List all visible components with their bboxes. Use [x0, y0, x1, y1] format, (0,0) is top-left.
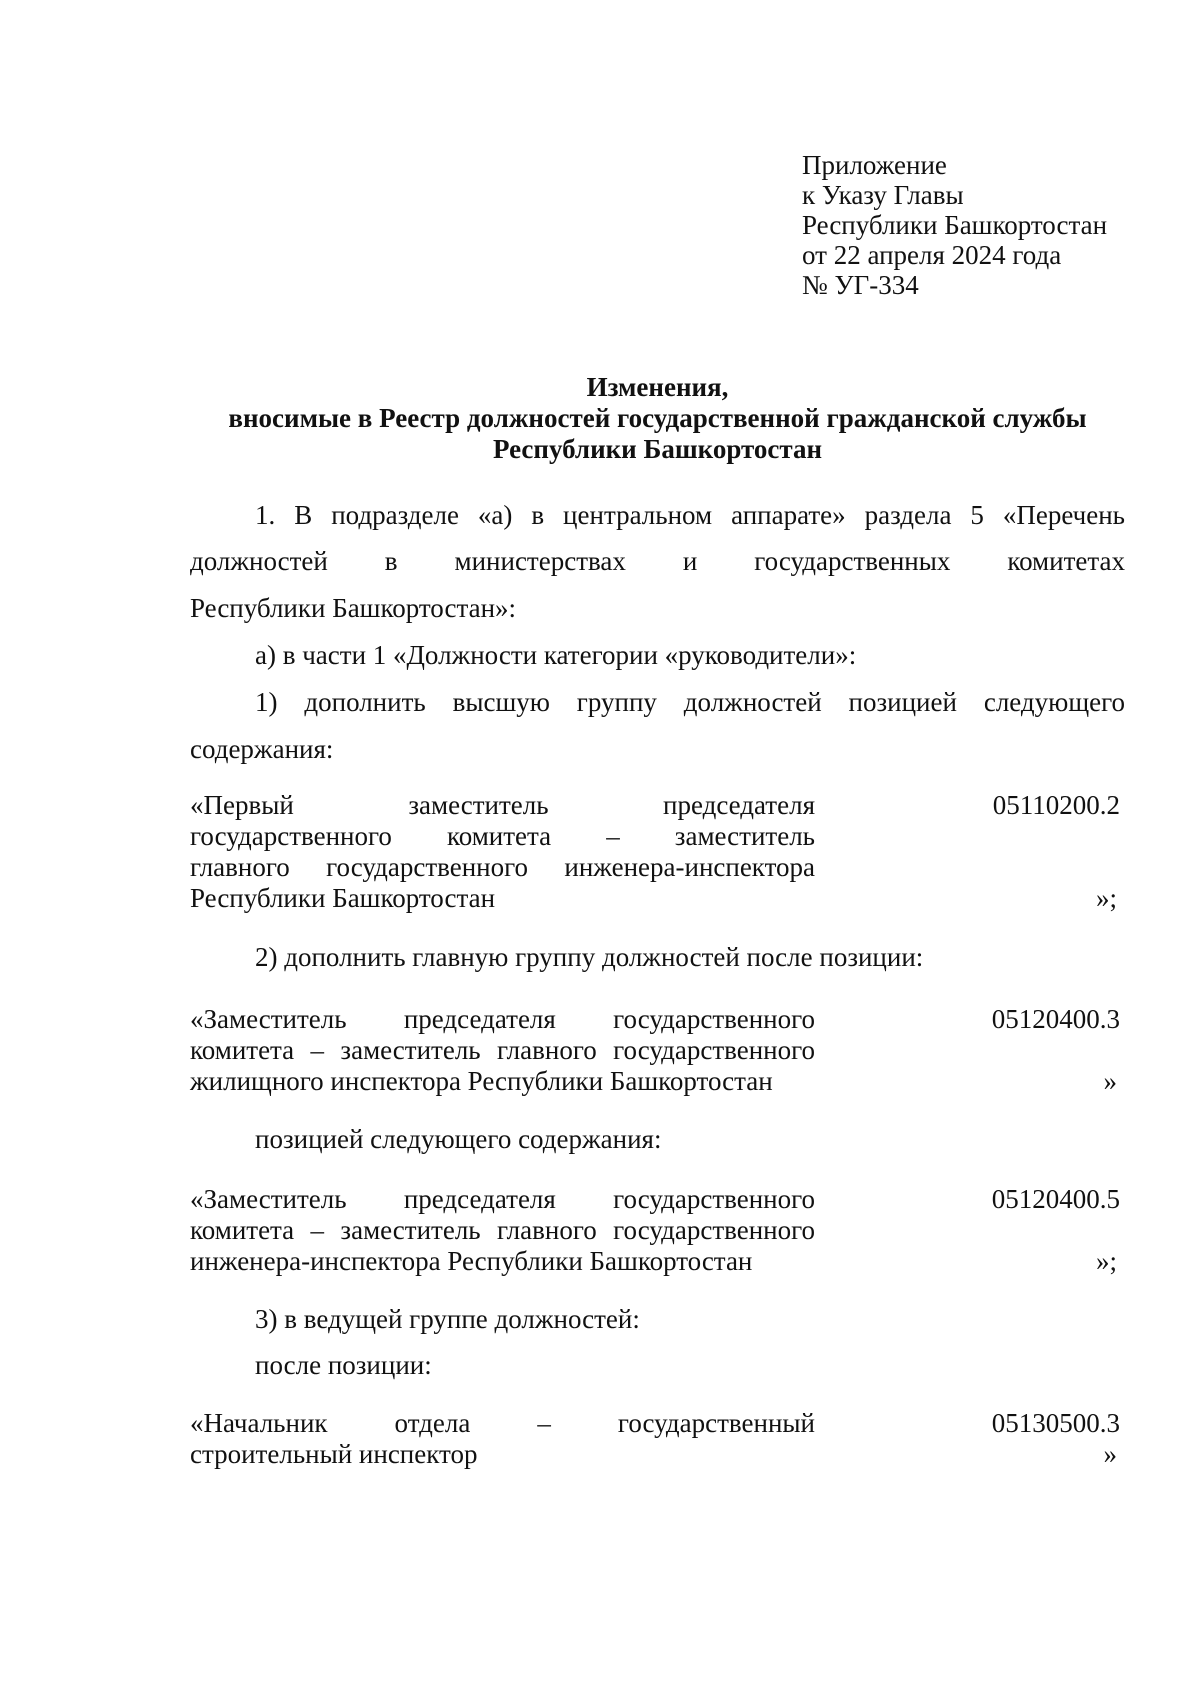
position-following-label: позицией следующего содержания:: [255, 1124, 662, 1154]
title-line: Изменения,: [586, 372, 729, 402]
item-1-line-1: 1) дополнить высшую группу должностей позицией следующего: [255, 687, 1125, 717]
registry-entry: [190, 790, 1125, 914]
entry-line: строительный инспектор: [190, 1439, 478, 1469]
entry-code: 05120400.3: [991, 1004, 1120, 1034]
annex-line: к Указу Главы: [802, 180, 964, 210]
annex-line: № УГ-334: [802, 270, 919, 300]
title-line: Республики Башкортостан: [492, 434, 823, 464]
item-2: 2) дополнить главную группу должностей после позиции:: [255, 942, 924, 972]
entry-closing-quote: »;: [1095, 1246, 1117, 1276]
registry-entry: [190, 1184, 1125, 1277]
entry-line: комитета – заместитель главного государственного: [190, 1035, 815, 1065]
entry-code: 05130500.3: [991, 1408, 1120, 1438]
entry-line: комитета – заместитель главного государственного: [190, 1215, 815, 1245]
entry-text: [190, 1408, 815, 1470]
entry-code: 05110200.2: [992, 790, 1120, 820]
after-position-label: после позиции:: [255, 1350, 432, 1380]
paragraph-1-line-1: 1. В подразделе «а) в центральном аппарате» раздела 5 «Перечень: [255, 500, 1125, 530]
paragraph-1-line-3: Республики Башкортостан»:: [190, 593, 517, 623]
entry-closing-quote: »: [1103, 1439, 1117, 1469]
entry-line: инженера-инспектора Республики Башкортостан: [190, 1246, 753, 1276]
entry-line: «Заместитель председателя государственного: [190, 1184, 815, 1214]
entry-line: государственного комитета – заместитель: [190, 821, 815, 851]
item-3: 3) в ведущей группе должностей:: [255, 1304, 640, 1334]
entry-code: 05120400.5: [991, 1184, 1120, 1214]
title-line: вносимые в Реестр должностей государственной гражданской службы: [228, 403, 1087, 433]
paragraph-1-line-2: должностей в министерствах и государственных комитетах: [190, 546, 1125, 576]
entry-line: Республики Башкортостан: [190, 883, 496, 913]
entry-closing-quote: »: [1103, 1066, 1117, 1096]
entry-line: главного государственного инженера-инспектора: [190, 852, 815, 882]
entry-text: [190, 1184, 815, 1277]
document-title: [190, 372, 1125, 465]
entry-closing-quote: »;: [1095, 883, 1117, 913]
entry-text: [190, 1004, 815, 1097]
annex-block: [802, 150, 1107, 300]
subitem-a: а) в части 1 «Должности категории «руководители»:: [255, 640, 857, 670]
registry-entry: [190, 1004, 1125, 1097]
annex-line: Республики Башкортостан: [802, 210, 1108, 240]
entry-line: «Заместитель председателя государственного: [190, 1004, 815, 1034]
entry-line: жилищного инспектора Республики Башкортостан: [190, 1066, 773, 1096]
annex-line: от 22 апреля 2024 года: [802, 240, 1062, 270]
item-1-line-2: содержания:: [190, 734, 334, 764]
entry-line: «Начальник отдела – государственный: [190, 1408, 815, 1438]
registry-entry: [190, 1408, 1125, 1470]
annex-line: Приложение: [802, 150, 947, 180]
entry-line: «Первый заместитель председателя: [190, 790, 815, 820]
entry-text: [190, 790, 815, 914]
